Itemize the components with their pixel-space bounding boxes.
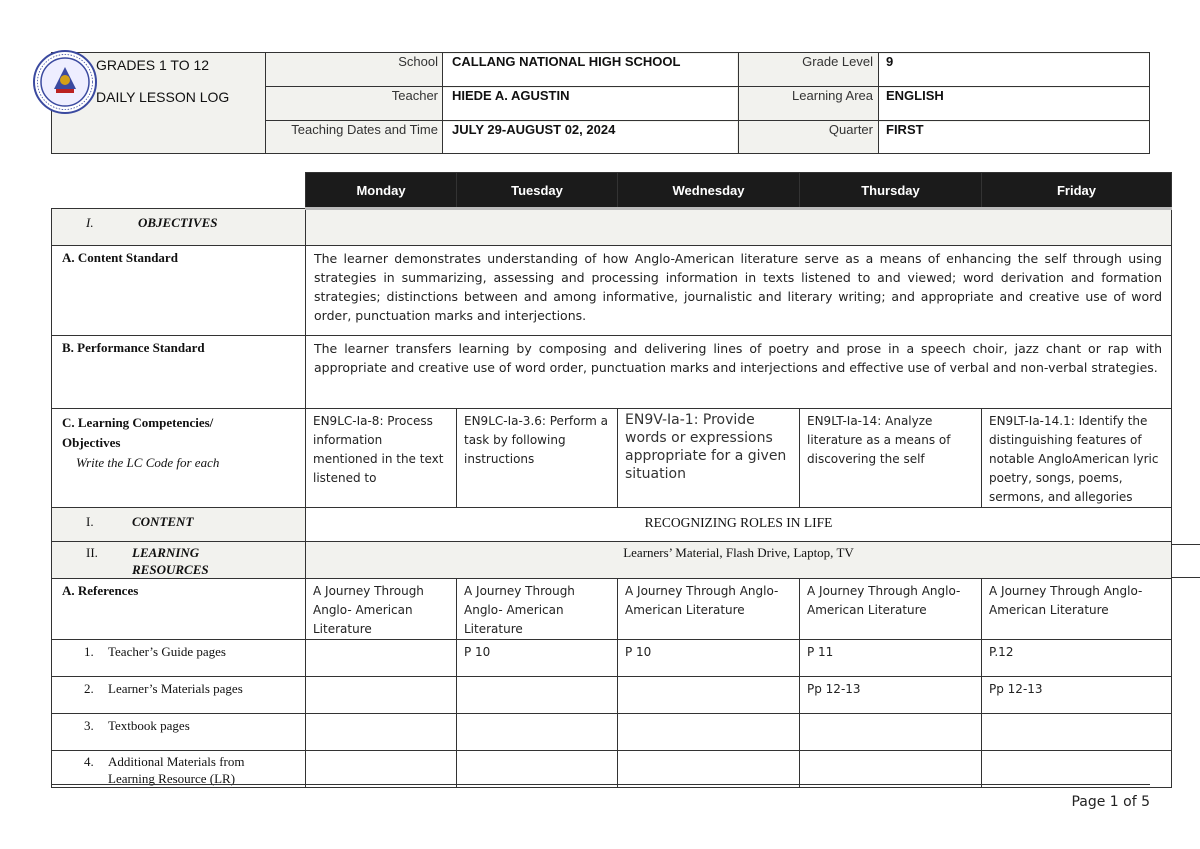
content-standard-row bbox=[52, 246, 1172, 336]
title-grades: GRADES 1 TO 12 bbox=[96, 57, 210, 73]
content-standard-label: A. Content Standard bbox=[62, 250, 178, 265]
references-row bbox=[52, 579, 1172, 640]
competency-thursday: EN9LT-Ia-14: Analyze literature as a means of discovering the self bbox=[800, 409, 982, 508]
competency-tuesday: EN9LC-Ia-3.6: Perform a task by following instructions bbox=[457, 409, 618, 508]
lm-friday: Pp 12-13 bbox=[982, 677, 1172, 714]
learners-materials-row bbox=[52, 677, 1172, 714]
teacher-value: HIEDE A. AGUSTIN bbox=[452, 88, 570, 103]
teachers-guide-label: 1. Teacher’s Guide pages bbox=[52, 640, 306, 677]
references-label: A. References bbox=[62, 583, 139, 598]
school-value: CALLANG NATIONAL HIGH SCHOOL bbox=[452, 54, 681, 69]
tb-thursday bbox=[800, 714, 982, 751]
performance-standard-row bbox=[52, 336, 1172, 409]
textbook-label: 3. Textbook pages bbox=[52, 714, 306, 751]
area-value: ENGLISH bbox=[886, 88, 944, 103]
day-wednesday: Wednesday bbox=[618, 173, 800, 209]
content-row bbox=[52, 508, 1172, 542]
overflow-line bbox=[1171, 544, 1200, 545]
competency-friday: EN9LT-Ia-14.1: Identify the distinguishing features of notable AngloAmerican lyric poetry, songs, poems, sermons, and allegories bbox=[982, 409, 1172, 508]
deped-seal-icon bbox=[32, 49, 98, 115]
resources-text: Learners’ Material, Flash Drive, Laptop, TV bbox=[306, 542, 1172, 579]
overflow-line bbox=[1171, 577, 1200, 578]
competencies-label-2: Objectives bbox=[62, 435, 121, 450]
tg-friday: P.12 bbox=[982, 640, 1172, 677]
school-label: School bbox=[398, 54, 438, 69]
objectives-row bbox=[52, 209, 1172, 246]
lm-monday bbox=[306, 677, 457, 714]
am-thursday bbox=[800, 751, 982, 788]
footer-divider bbox=[51, 784, 1150, 785]
reference-tuesday: A Journey Through Anglo- American Literature bbox=[457, 579, 618, 640]
competencies-note: Write the LC Code for each bbox=[76, 455, 220, 470]
quarter-value: FIRST bbox=[886, 122, 924, 137]
textbook-row bbox=[52, 714, 1172, 751]
am-wednesday bbox=[618, 751, 800, 788]
resources-row bbox=[52, 542, 1172, 579]
lesson-log-table bbox=[51, 172, 1172, 788]
performance-standard-label: B. Performance Standard bbox=[62, 340, 205, 355]
tg-wednesday: P 10 bbox=[618, 640, 800, 677]
additional-materials-label: 4. Additional Materials from Learning Resource (LR) bbox=[52, 751, 306, 788]
reference-thursday: A Journey Through Anglo-American Literature bbox=[800, 579, 982, 640]
tb-friday bbox=[982, 714, 1172, 751]
grade-label: Grade Level bbox=[802, 54, 873, 69]
tg-monday bbox=[306, 640, 457, 677]
content-text: RECOGNIZING ROLES IN LIFE bbox=[306, 508, 1172, 542]
reference-friday: A Journey Through Anglo-American Literature bbox=[982, 579, 1172, 640]
day-friday: Friday bbox=[982, 173, 1172, 209]
dates-label: Teaching Dates and Time bbox=[291, 122, 438, 137]
competency-monday: EN9LC-Ia-8: Process information mentioned in the text listened to bbox=[306, 409, 457, 508]
teacher-label: Teacher bbox=[391, 88, 438, 103]
content-heading: I. CONTENT bbox=[52, 508, 306, 542]
header-block bbox=[51, 52, 1150, 154]
area-label: Learning Area bbox=[792, 88, 873, 103]
competencies-row bbox=[52, 409, 1172, 508]
title-daily-lesson-log: DAILY LESSON LOG bbox=[96, 89, 230, 105]
grade-value: 9 bbox=[886, 54, 894, 69]
tb-tuesday bbox=[457, 714, 618, 751]
day-thursday: Thursday bbox=[800, 173, 982, 209]
objectives-heading: I. OBJECTIVES bbox=[52, 209, 306, 246]
lm-wednesday bbox=[618, 677, 800, 714]
am-monday bbox=[306, 751, 457, 788]
day-monday: Monday bbox=[306, 173, 457, 209]
reference-monday: A Journey Through Anglo- American Literature bbox=[306, 579, 457, 640]
competency-wednesday: EN9V-Ia-1: Provide words or expressions appropriate for a given situation bbox=[618, 409, 800, 508]
lm-tuesday bbox=[457, 677, 618, 714]
resources-heading: II. LEARNING RESOURCES bbox=[52, 542, 306, 579]
page-number: Page 1 of 5 bbox=[1071, 794, 1150, 810]
tb-wednesday bbox=[618, 714, 800, 751]
lm-thursday: Pp 12-13 bbox=[800, 677, 982, 714]
am-tuesday bbox=[457, 751, 618, 788]
dates-value: JULY 29-AUGUST 02, 2024 bbox=[452, 122, 616, 137]
performance-standard-text: The learner transfers learning by composing and delivering lines of poetry and prose in a speech choir, jazz chant or rap with appropriate and creative use of word order, punctuation marks and interjections and effective use of verbal and non-verbal strategies. bbox=[306, 336, 1172, 409]
reference-wednesday: A Journey Through Anglo-American Literature bbox=[618, 579, 800, 640]
content-standard-text: The learner demonstrates understanding of how Anglo-American literature serve as a means of enhancing the self through using strategies in summarizing, assessing and processing information in texts listened to and viewed; word derivation and formation strategies; distinctions between and among informative, journalistic and literary writing; and appropriate and creative use of word order, punctuation marks and interjections. bbox=[306, 246, 1172, 336]
tg-thursday: P 11 bbox=[800, 640, 982, 677]
competencies-label-1: C. Learning Competencies/ bbox=[62, 415, 214, 430]
days-header-row bbox=[52, 173, 1172, 209]
teachers-guide-row bbox=[52, 640, 1172, 677]
quarter-label: Quarter bbox=[828, 122, 873, 137]
day-tuesday: Tuesday bbox=[457, 173, 618, 209]
tg-tuesday: P 10 bbox=[457, 640, 618, 677]
additional-materials-row bbox=[52, 751, 1172, 788]
tb-monday bbox=[306, 714, 457, 751]
am-friday bbox=[982, 751, 1172, 788]
learners-materials-label: 2. Learner’s Materials pages bbox=[52, 677, 306, 714]
